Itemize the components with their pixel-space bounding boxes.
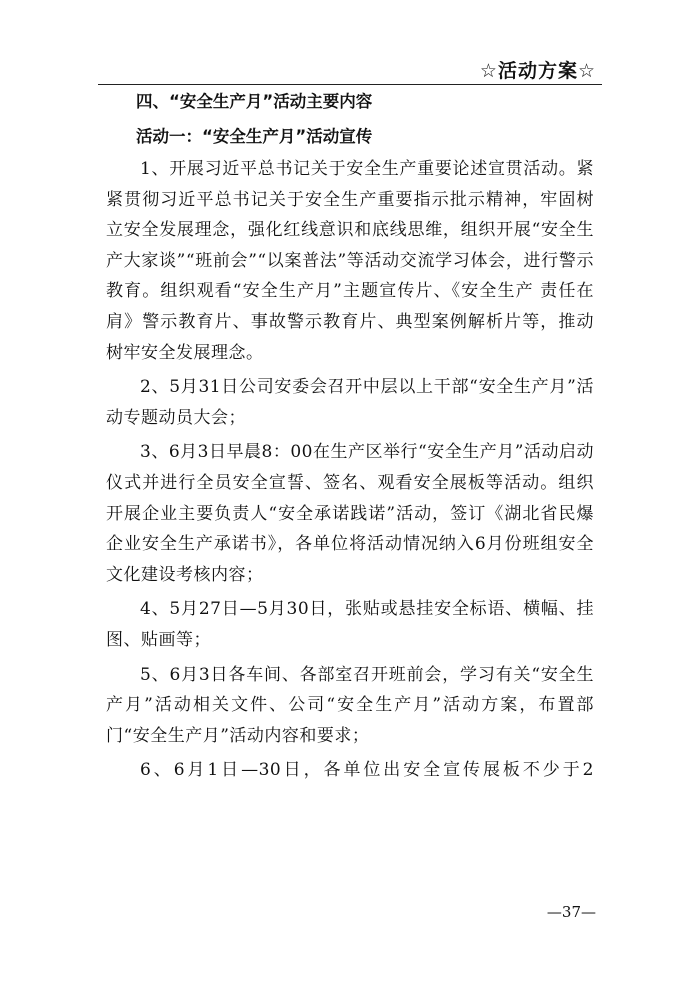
section-heading: 四、“安全生产月”活动主要内容 — [136, 92, 373, 111]
list-item: 2、5月31日公司安委会召开中层以上干部“安全生产月”活动专题动员大会； — [106, 377, 594, 428]
list-item: 6、6月1日—30日，各单位出安全宣传展板不少于2 — [140, 760, 594, 781]
list-item: 3、6月3日早晨8：00在生产区举行“安全生产月”活动启动仪式并进行全员安全宣誓、签名、观看安全展板等活动。组织开展企业主要负责人“安全承诺践诺”活动，签订《湖北省民爆企业安全生产承诺书》，各单位将活动情况纳入6月份班组安全文化建设考核内容； — [106, 442, 594, 585]
header-divider — [98, 84, 602, 85]
list-item: 4、5月27日—5月30日，张贴或悬挂安全标语、横幅、挂图、贴画等； — [106, 599, 594, 650]
list-item: 1、开展习近平总书记关于安全生产重要论述宣贯活动。紧紧贯彻习近平总书记关于安全生产重要指示批示精神，牢固树立安全发展理念，强化红线意识和底线思维，组织开展“安全生产大家谈”“班前会”“以案普法”等活动交流学习体会，进行警示教育。组织观看“安全生产月”主题宣传片、《安全生产 责任在肩》警示教育片、事故警示教育片、典型案例解析片等，推动树牢安全发展理念。 — [106, 159, 594, 363]
activity-heading: 活动一：“安全生产月”活动宣传 — [136, 127, 373, 146]
list-item: 5、6月3日各车间、各部室召开班前会，学习有关“安全生产月”活动相关文件、公司“安全生产月”活动方案，布置部门“安全生产月”活动内容和要求； — [106, 664, 594, 746]
page-number: —37— — [546, 903, 596, 921]
running-header-title: ☆活动方案☆ — [479, 60, 596, 82]
document-body — [106, 86, 594, 790]
